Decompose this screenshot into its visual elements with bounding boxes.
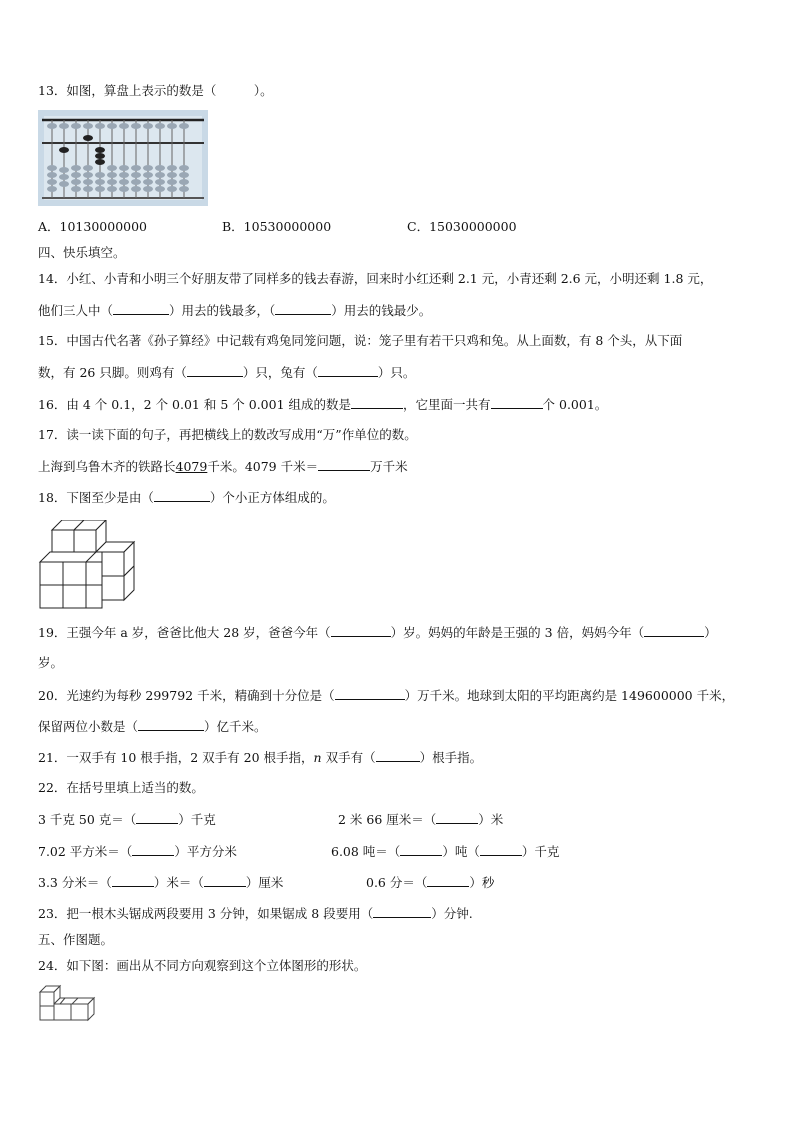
q22-item-5 (38, 874, 283, 891)
q22-item-3-text-b: ）平方分米 (174, 844, 237, 859)
q22-blank-2[interactable] (436, 811, 478, 824)
q20-blank-2[interactable] (138, 718, 204, 731)
q23-text-a: 23．把一根木头锯成两段要用 3 分钟，如果锯成 8 段要用（ (38, 906, 374, 921)
q22-stem: 22．在括号里填上适当的数。 (38, 780, 204, 795)
q22-item-1-text-b: ）千克 (178, 812, 216, 827)
q20-blank-1[interactable] (335, 687, 405, 700)
q21-variable-n: n (313, 750, 322, 765)
q17-line2 (38, 458, 408, 475)
q14-blank-1[interactable] (113, 302, 169, 315)
q22-item-4 (331, 843, 559, 860)
abacus-image (38, 110, 208, 206)
q18-blank[interactable] (154, 489, 210, 502)
q20-line2 (38, 718, 267, 735)
q15-line2 (38, 364, 415, 381)
q22-item-5-text-c: ）厘米 (245, 875, 284, 890)
q17-text-a: 上海到乌鲁木齐的铁路长 (38, 459, 176, 474)
q14-text-b: ）用去的钱最多，（ (169, 303, 276, 318)
section-5-title: 五、作图题。 (38, 932, 114, 947)
q14-blank-2[interactable] (275, 302, 331, 315)
q15-line1: 15．中国古代名著《孙子算经》中记载有鸡兔同笼问题，说：笼子里有若干只鸡和兔。从上面数，有 8 个头，从下面 (38, 333, 683, 348)
q22-blank-4[interactable] (400, 843, 442, 856)
q22-item-6 (366, 874, 494, 891)
q17-text-b: 千米。4079 千米＝ (207, 459, 319, 474)
q17-text-c: 万千米 (370, 459, 408, 474)
q18-text-a: 18．下图至少是由（ (38, 490, 154, 505)
q22-blank-3[interactable] (132, 843, 174, 856)
q22-item-1 (38, 811, 216, 828)
solid-figure (38, 984, 100, 1024)
q22-item-5-text-a: 3.3 分米＝（ (38, 875, 112, 890)
q16-text-c: 个 0.001。 (542, 397, 608, 412)
section-4-title: 四、快乐填空。 (38, 245, 126, 260)
q21-text-c: ）根手指。 (419, 750, 483, 765)
q22-item-4-text-c: ）千克 (521, 844, 560, 859)
q13-stem: 13．如图，算盘上表示的数是（ ）。 (38, 83, 273, 98)
q23-line (38, 905, 473, 922)
q17-stem: 17．读一读下面的句子，再把横线上的数改写成用“万”作单位的数。 (38, 427, 417, 442)
q16-text-a: 16．由 4 个 0.1，2 个 0.01 和 5 个 0.001 组成的数是 (38, 397, 351, 412)
q22-item-2-text-b: ）米 (478, 812, 504, 827)
q15-text-b: ）只，兔有（ (242, 365, 318, 380)
cube-stack-figure (38, 520, 138, 612)
q20-text-d: ）亿千米。 (204, 719, 267, 734)
q19-blank-2[interactable] (644, 624, 704, 637)
q22-item-3-text-a: 7.02 平方米＝（ (38, 844, 133, 859)
q19-blank-1[interactable] (331, 624, 391, 637)
q23-blank[interactable] (373, 905, 431, 918)
q17-underlined-number: 4079 (175, 459, 208, 474)
q22-blank-1[interactable] (136, 811, 178, 824)
q23-text-b: ）分钟. (431, 906, 473, 921)
q17-blank[interactable] (318, 458, 370, 471)
q18-text-b: ）个小正方体组成的。 (209, 490, 335, 505)
q22-item-3 (38, 843, 237, 860)
q16-line (38, 396, 607, 413)
q22-item-6-text-b: ）秒 (469, 875, 495, 890)
q24-stem: 24．如下图：画出从不同方向观察到这个立体图形的形状。 (38, 958, 367, 973)
q22-item-1-text-a: 3 千克 50 克＝（ (38, 812, 137, 827)
q19-line2: 岁。 (38, 655, 64, 670)
q19-text-a: 19．王强今年 a 岁，爸爸比他大 28 岁，爸爸今年（ (38, 625, 331, 640)
q21-text-b: 双手有（ (321, 750, 376, 765)
q15-blank-1[interactable] (187, 364, 243, 377)
q22-item-6-text-a: 0.6 分＝（ (366, 875, 428, 890)
q19-text-c: ） (704, 625, 717, 640)
q16-blank-2[interactable] (491, 396, 543, 409)
q20-text-b: ）万千米。地球到太阳的平均距离约是 149600000 千米， (404, 688, 735, 703)
q15-text-a: 数，有 26 只脚。则鸡有（ (38, 365, 187, 380)
q19-line1 (38, 624, 717, 641)
q14-text-a: 他们三人中（ (38, 303, 114, 318)
q15-text-c: ）只。 (377, 365, 416, 380)
q22-blank-5[interactable] (480, 843, 522, 856)
q13-option-a[interactable]: A．10130000000 (38, 219, 148, 234)
q20-text-c: 保留两位小数是（ (38, 719, 139, 734)
q22-blank-8[interactable] (427, 874, 469, 887)
q21-text-a: 21．一双手有 10 根手指，2 双手有 20 根手指， (38, 750, 314, 765)
q22-item-5-text-b: ）米＝（ (153, 875, 204, 890)
q14-line1: 14．小红、小青和小明三个好朋友带了同样多的钱去春游，回来时小红还剩 2.1 元，小青还剩 2.6 元，小明还剩 1.8 元， (38, 271, 713, 286)
q20-line1 (38, 687, 734, 704)
q22-item-4-text-b: ）吨（ (442, 844, 480, 859)
q22-item-2-text-a: 2 米 66 厘米＝（ (338, 812, 437, 827)
q21-line (38, 749, 482, 766)
q21-blank[interactable] (376, 749, 420, 762)
q20-text-a: 20．光速约为每秒 299792 千米，精确到十分位是（ (38, 688, 335, 703)
q15-blank-2[interactable] (318, 364, 378, 377)
q14-text-c: ）用去的钱最少。 (331, 303, 432, 318)
q16-blank-1[interactable] (351, 396, 403, 409)
q22-item-4-text-a: 6.08 吨＝（ (331, 844, 401, 859)
q14-line2 (38, 302, 431, 319)
q22-blank-7[interactable] (204, 874, 246, 887)
q18-line (38, 489, 335, 506)
q19-text-b: ）岁。妈妈的年龄是王强的 3 倍，妈妈今年（ (390, 625, 645, 640)
q16-text-b: ，它里面一共有 (403, 397, 491, 412)
q13-option-b[interactable]: B．10530000000 (222, 219, 332, 234)
q22-item-2 (338, 811, 503, 828)
q13-option-c[interactable]: C．15030000000 (407, 219, 517, 234)
q22-blank-6[interactable] (112, 874, 154, 887)
